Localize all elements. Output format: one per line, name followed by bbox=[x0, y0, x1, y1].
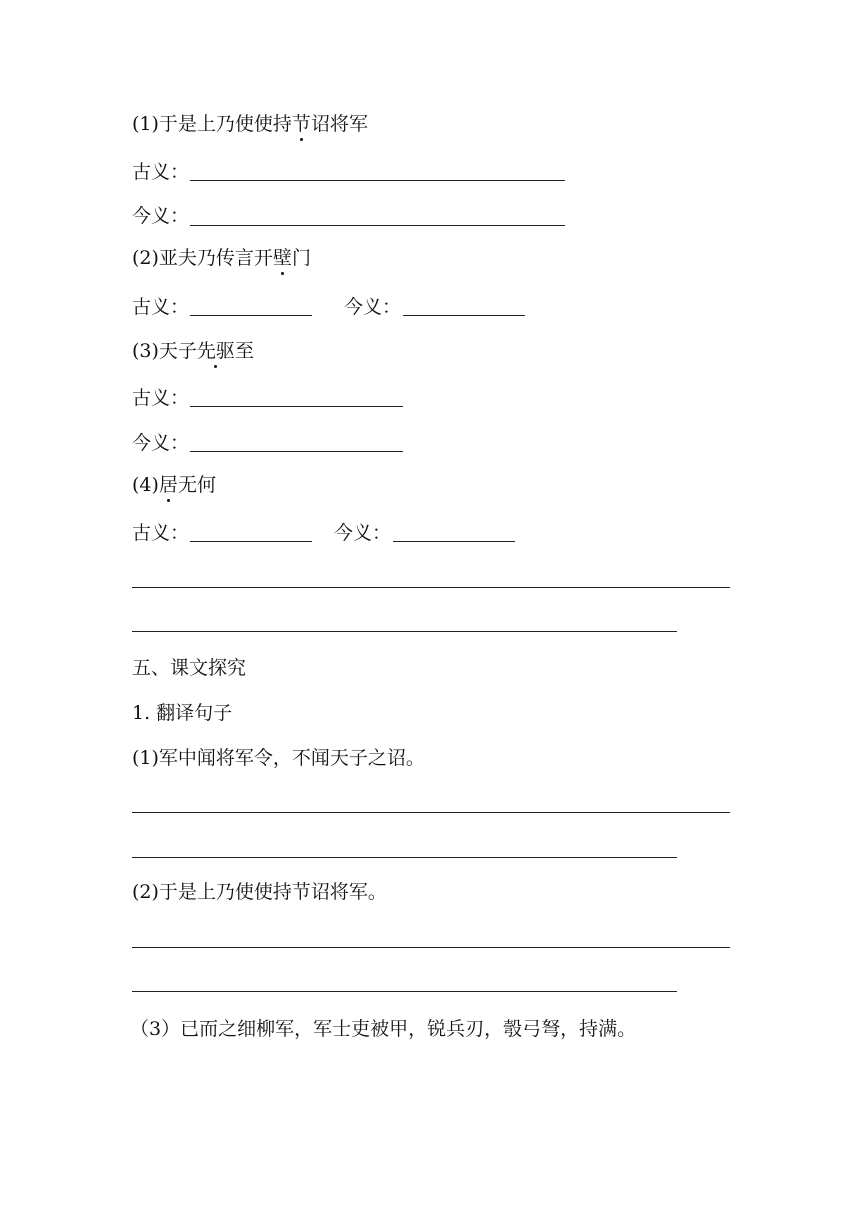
item-2-jin-label: 今义： bbox=[344, 296, 402, 318]
translate-heading: 1. 翻译句子 bbox=[132, 702, 233, 724]
item-1-question bbox=[132, 112, 368, 136]
answer-line[interactable] bbox=[132, 857, 677, 858]
item-4-gu-blank[interactable] bbox=[190, 541, 312, 542]
answer-line[interactable] bbox=[132, 587, 730, 588]
translate-sentence-3: （3）已而之细柳军，军士吏被甲，锐兵刃，彀弓弩，持满。 bbox=[130, 1018, 637, 1040]
item-1-suffix: 诏将军 bbox=[310, 113, 368, 135]
item-2-jin-blank[interactable] bbox=[403, 315, 525, 316]
item-2-gu-blank[interactable] bbox=[190, 315, 312, 316]
item-4-question bbox=[132, 473, 216, 497]
answer-line[interactable] bbox=[132, 947, 730, 948]
item-2-dotted-word: 壁 bbox=[272, 247, 292, 269]
item-3-dotted-word: 先驱 bbox=[196, 340, 235, 362]
translate-sentence-1: (1)军中闻将军令，不闻天子之诏。 bbox=[132, 747, 425, 769]
item-3-gu-label: 古义： bbox=[132, 387, 190, 409]
item-3-jin-label: 今义： bbox=[132, 432, 190, 454]
answer-line[interactable] bbox=[132, 812, 730, 813]
item-3-jin-blank[interactable] bbox=[190, 451, 403, 452]
item-4-jin-blank[interactable] bbox=[393, 541, 515, 542]
translate-sentence-2: (2)于是上乃使使持节诏将军。 bbox=[132, 881, 387, 903]
item-1-gu-label: 古义： bbox=[132, 161, 190, 183]
item-1-jin-label: 今义： bbox=[132, 205, 190, 227]
item-1-prefix: (1)于是上乃使使持 bbox=[132, 113, 292, 135]
item-1-dotted-word: 节 bbox=[291, 113, 311, 135]
item-4-gu-label: 古义： bbox=[132, 522, 190, 544]
item-4-prefix: (4) bbox=[132, 474, 159, 496]
item-4-dotted-word: 居 bbox=[158, 474, 178, 496]
section-five-heading: 五、课文探究 bbox=[132, 657, 247, 679]
answer-line[interactable] bbox=[132, 631, 677, 632]
item-3-prefix: (3)天子 bbox=[132, 340, 197, 362]
item-1-gu-blank[interactable] bbox=[190, 180, 565, 181]
item-2-question bbox=[132, 246, 311, 270]
item-1-jin-blank[interactable] bbox=[190, 225, 565, 226]
item-4-suffix: 无何 bbox=[177, 474, 216, 496]
item-3-suffix: 至 bbox=[234, 340, 254, 362]
item-2-gu-label: 古义： bbox=[132, 296, 190, 318]
item-3-question bbox=[132, 339, 254, 363]
item-4-jin-label: 今义： bbox=[334, 522, 392, 544]
item-2-suffix: 门 bbox=[291, 247, 311, 269]
item-2-prefix: (2)亚夫乃传言开 bbox=[132, 247, 273, 269]
answer-line[interactable] bbox=[132, 991, 677, 992]
item-3-gu-blank[interactable] bbox=[190, 406, 403, 407]
